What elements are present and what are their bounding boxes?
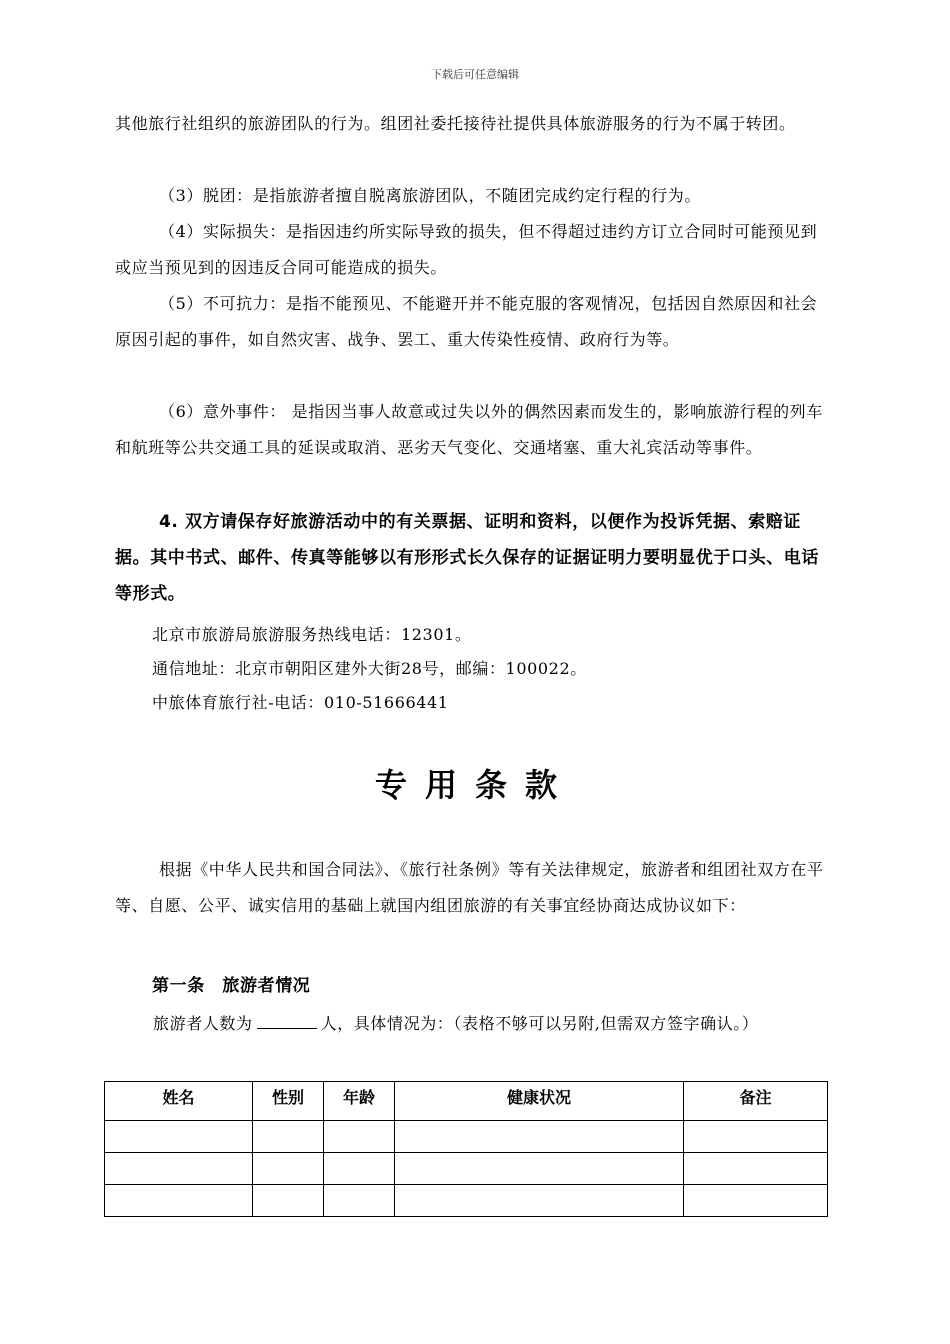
table-cell[interactable] [105, 1153, 253, 1185]
table-row [105, 1153, 828, 1185]
evidence-clause: 4. 双方请保存好旅游活动中的有关票据、证明和资料，以便作为投诉凭据、索赔证据。其中书式、邮件、传真等能够以有形形式长久保存的证据证明力要明显优于口头、电话等形式。 [115, 512, 819, 604]
intro-paragraph: 根据《中华人民共和国合同法》、《旅行社条例》等有关法律规定，旅游者和组团社双方在平等、自愿、公平、诚实信用的基础上就国内组团旅游的有关事宜经协商达成协议如下： [115, 860, 824, 915]
count-prefix: 旅游者人数为 [153, 1014, 253, 1033]
table-cell[interactable] [253, 1121, 324, 1153]
header-gender: 性别 [253, 1082, 324, 1121]
agency-phone-text: 中旅体育旅行社-电话：010-51666441 [152, 693, 449, 712]
hotline-text: 北京市旅游局旅游服务热线电话：12301。 [152, 625, 472, 644]
table-cell[interactable] [684, 1121, 828, 1153]
table-cell[interactable] [324, 1185, 395, 1217]
definition-accident: （6）意外事件： 是指因当事人故意或过失以外的偶然因素而发生的，影响旅游行程的列车和航班等公共交通工具的延误或取消、恶劣天气变化、交通堵塞、重大礼宾活动等事件。 [115, 402, 823, 457]
table-row [105, 1185, 828, 1217]
table-cell[interactable] [105, 1121, 253, 1153]
table-cell[interactable] [324, 1121, 395, 1153]
count-suffix: 人，具体情况为：（表格不够可以另附,但需双方签字确认。） [320, 1014, 759, 1033]
table-cell[interactable] [395, 1121, 684, 1153]
table-cell[interactable] [684, 1153, 828, 1185]
traveler-count-blank[interactable] [257, 1012, 317, 1029]
table-cell[interactable] [253, 1185, 324, 1217]
paragraph-continuation: 其他旅行社组织的旅游团队的行为。组团社委托接待社提供具体旅游服务的行为不属于转团。 [115, 114, 796, 133]
table-cell[interactable] [253, 1153, 324, 1185]
table-cell[interactable] [324, 1153, 395, 1185]
table-cell[interactable] [395, 1153, 684, 1185]
article-heading: 第一条 旅游者情况 [152, 976, 311, 996]
section-title: 专用条款 [374, 766, 575, 804]
header-remarks: 备注 [684, 1082, 828, 1121]
definition-leave-group: （3）脱团：是指旅游者擅自脱离旅游团队，不随团完成约定行程的行为。 [159, 186, 701, 205]
table-row [105, 1121, 828, 1153]
traveler-table [104, 1081, 828, 1217]
table-cell[interactable] [105, 1185, 253, 1217]
header-health: 健康状况 [395, 1082, 684, 1121]
header-name: 姓名 [105, 1082, 253, 1121]
definition-force-majeure: （5）不可抗力：是指不能预见、不能避开并不能克服的客观情况，包括因自然原因和社会原因引起的事件，如自然灾害、战争、罢工、重大传染性疫情、政府行为等。 [115, 294, 818, 349]
address-text: 通信地址：北京市朝阳区建外大街28号，邮编：100022。 [152, 659, 587, 678]
header-age: 年龄 [324, 1082, 395, 1121]
traveler-count-line [115, 1006, 827, 1042]
table-header-row [105, 1082, 828, 1121]
page-header: 下载后可任意编辑 [431, 68, 519, 81]
table-cell[interactable] [395, 1185, 684, 1217]
definition-actual-loss: （4）实际损失：是指因违约所实际导致的损失，但不得超过违约方订立合同时可能预见到或应当预见到的因违反合同可能造成的损失。 [115, 222, 818, 277]
table-cell[interactable] [684, 1185, 828, 1217]
